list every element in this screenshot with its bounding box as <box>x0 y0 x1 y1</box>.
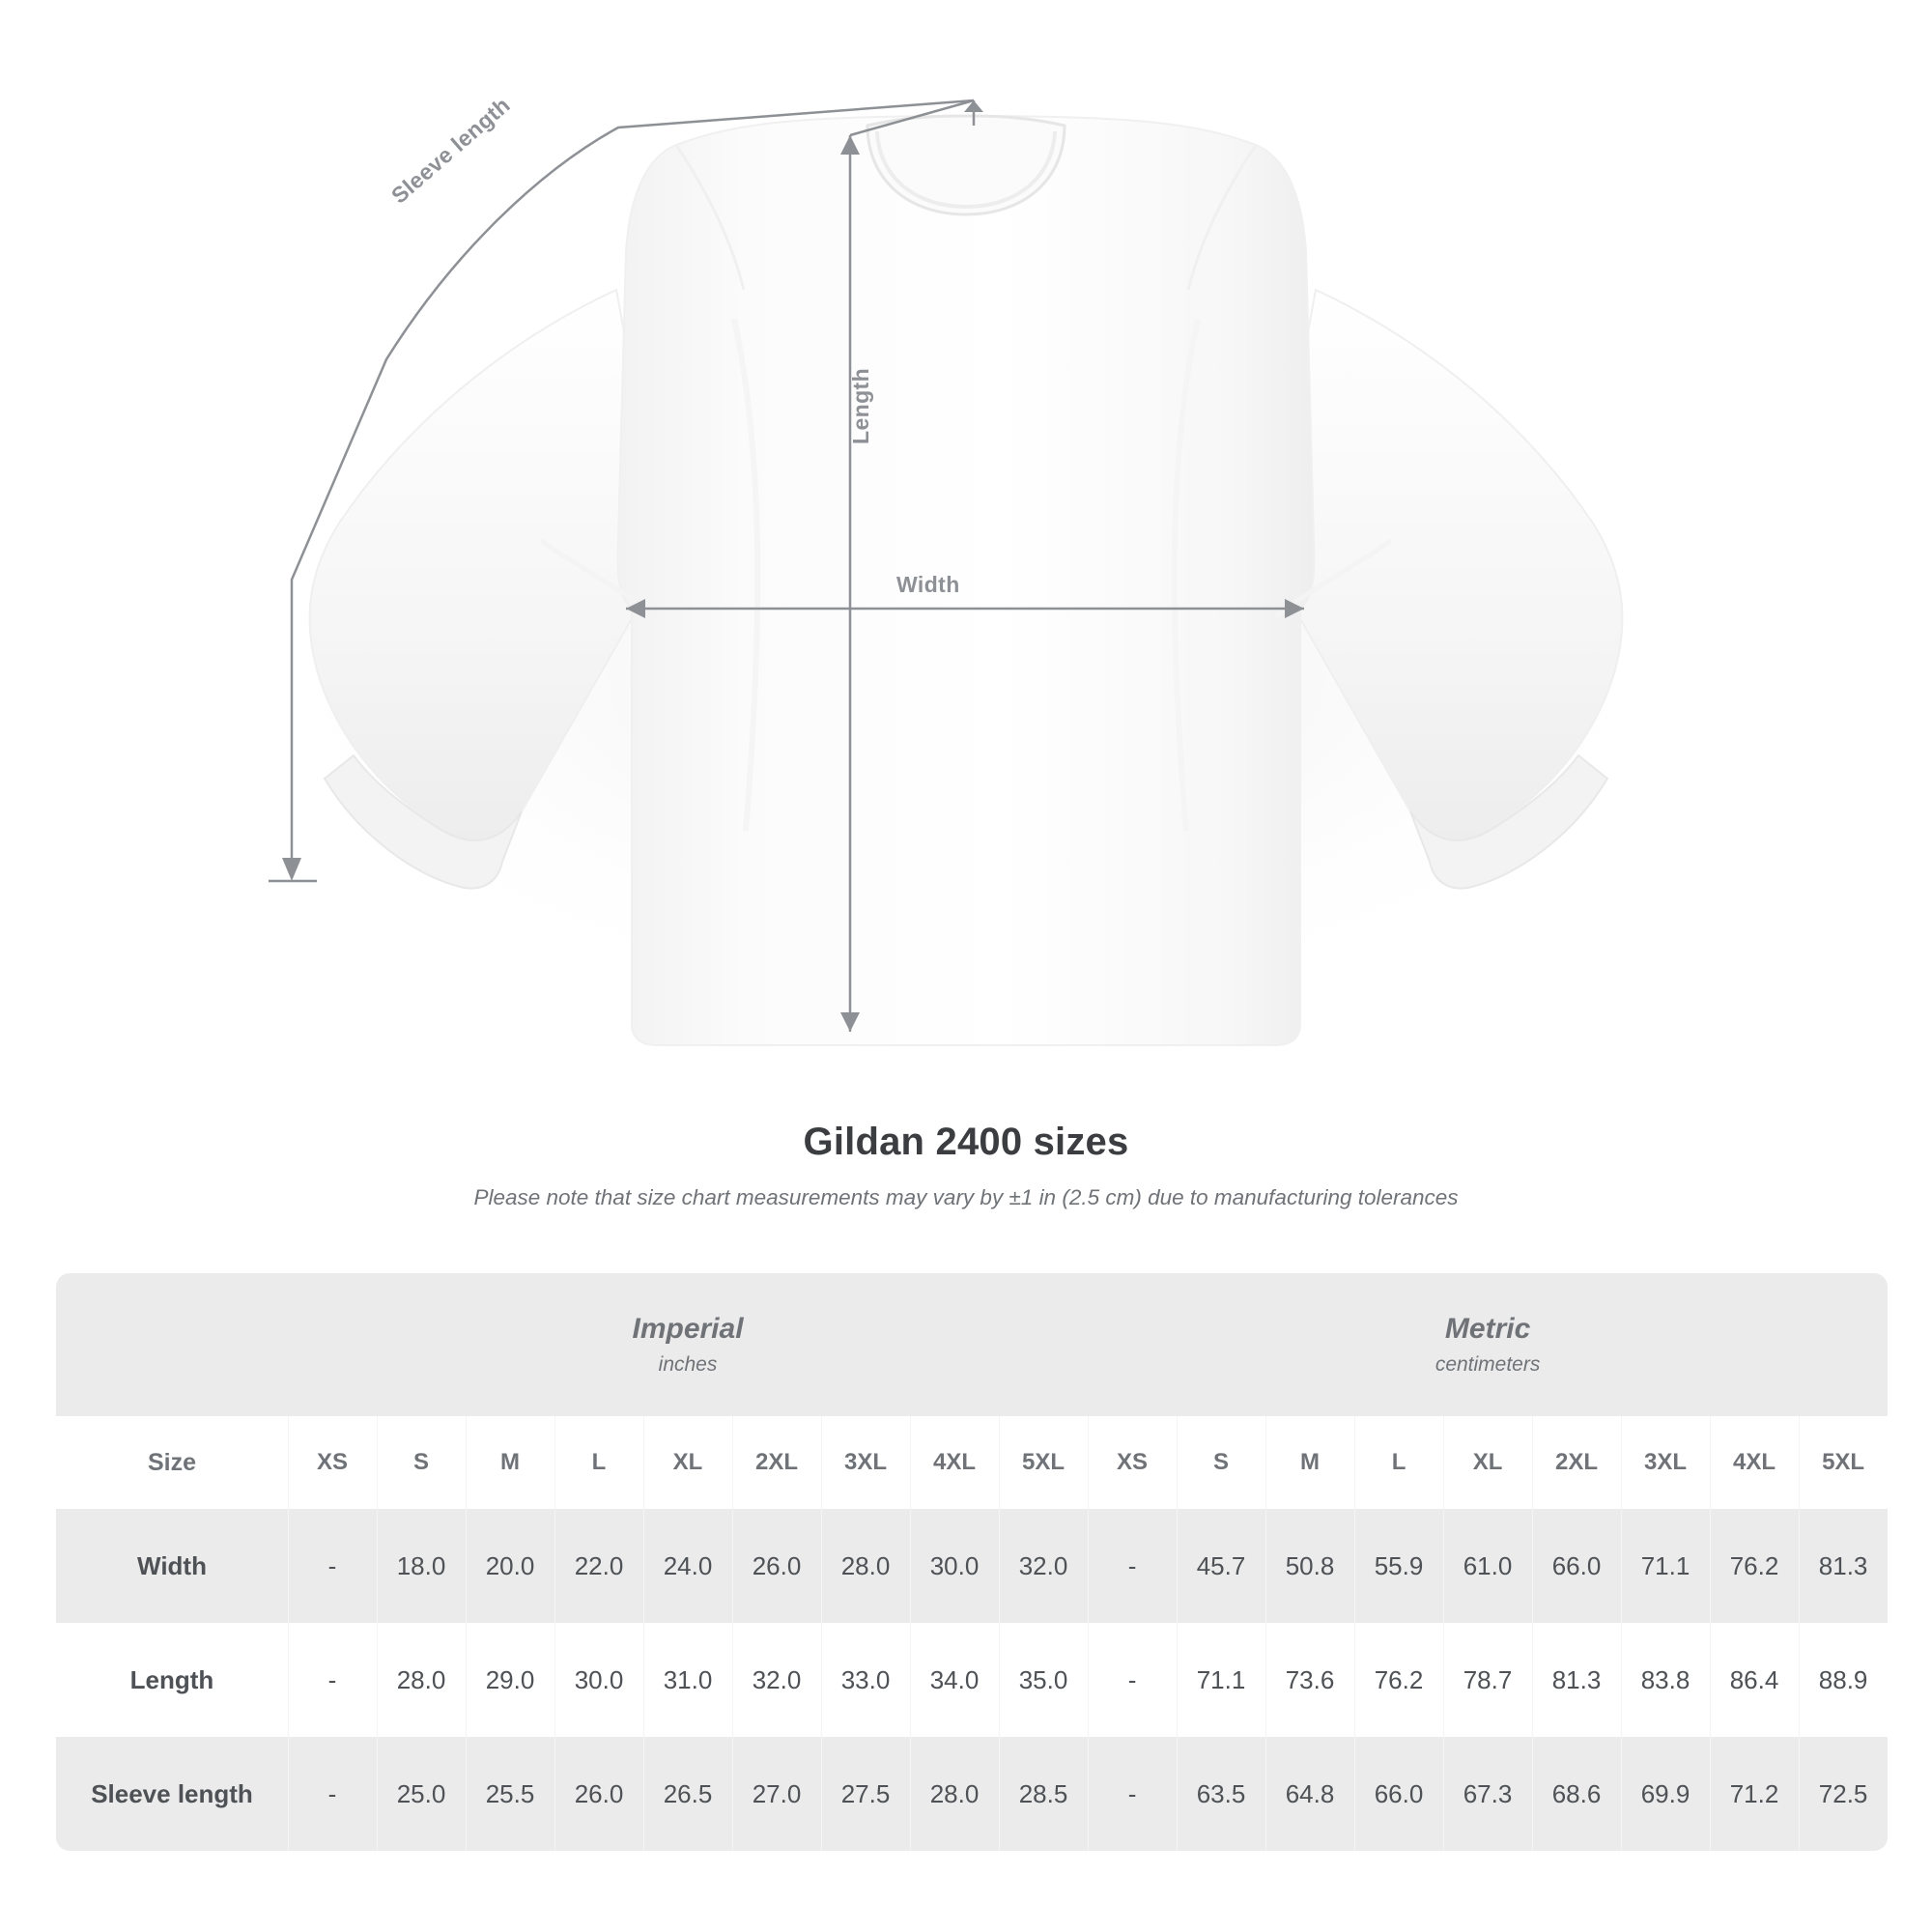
cell-length-metric-l: 76.2 <box>1354 1623 1443 1737</box>
unit-header-imperial <box>288 1273 1088 1416</box>
size-header-imperial-3xl: 3XL <box>821 1416 910 1509</box>
cell-width-metric-xl: 61.0 <box>1443 1509 1532 1623</box>
cell-width-imperial-3xl: 28.0 <box>821 1509 910 1623</box>
chart-heading <box>0 1121 1932 1210</box>
cell-width-metric-2xl: 66.0 <box>1532 1509 1621 1623</box>
cell-sleeve-length-imperial-xl: 26.5 <box>643 1737 732 1851</box>
row-label-sleeve-length: Sleeve length <box>56 1737 288 1851</box>
cell-width-metric-4xl: 76.2 <box>1710 1509 1799 1623</box>
cell-length-imperial-l: 30.0 <box>554 1623 643 1737</box>
sleeve-length-dimension-label: Sleeve length <box>386 92 515 209</box>
cell-sleeve-length-imperial-4xl: 28.0 <box>910 1737 999 1851</box>
cell-width-imperial-m: 20.0 <box>466 1509 554 1623</box>
cell-sleeve-length-imperial-5xl: 28.5 <box>999 1737 1088 1851</box>
tolerance-note: Please note that size chart measurements may vary by ±1 in (2.5 cm) due to manufacturing tolerances <box>473 1185 1459 1209</box>
unit-banner-row <box>56 1273 1888 1416</box>
size-header-imperial-m: M <box>466 1416 554 1509</box>
cell-sleeve-length-metric-s: 63.5 <box>1177 1737 1265 1851</box>
size-header-imperial-4xl: 4XL <box>910 1416 999 1509</box>
cell-width-imperial-l: 22.0 <box>554 1509 643 1623</box>
cell-sleeve-length-metric-xs: - <box>1088 1737 1177 1851</box>
table-row <box>56 1509 1888 1623</box>
size-header-imperial-5xl: 5XL <box>999 1416 1088 1509</box>
row-label-length: Length <box>56 1623 288 1737</box>
cell-width-imperial-xs: - <box>288 1509 377 1623</box>
size-header-imperial-xl: XL <box>643 1416 732 1509</box>
unit-subtitle: centimeters <box>1435 1353 1541 1376</box>
size-header-metric-2xl: 2XL <box>1532 1416 1621 1509</box>
size-header-metric-xs: XS <box>1088 1416 1177 1509</box>
cell-sleeve-length-metric-5xl: 72.5 <box>1799 1737 1888 1851</box>
cell-width-imperial-4xl: 30.0 <box>910 1509 999 1623</box>
cell-width-imperial-s: 18.0 <box>377 1509 466 1623</box>
size-header-label: Size <box>56 1416 288 1509</box>
cell-sleeve-length-imperial-xs: - <box>288 1737 377 1851</box>
cell-sleeve-length-metric-l: 66.0 <box>1354 1737 1443 1851</box>
cell-width-metric-m: 50.8 <box>1265 1509 1354 1623</box>
cell-length-metric-m: 73.6 <box>1265 1623 1354 1737</box>
cell-length-imperial-5xl: 35.0 <box>999 1623 1088 1737</box>
length-dimension-label: Length <box>848 367 873 444</box>
cell-sleeve-length-metric-xl: 67.3 <box>1443 1737 1532 1851</box>
unit-subtitle: inches <box>658 1353 718 1376</box>
size-header-metric-xl: XL <box>1443 1416 1532 1509</box>
size-header-imperial-2xl: 2XL <box>732 1416 821 1509</box>
cell-width-metric-s: 45.7 <box>1177 1509 1265 1623</box>
cell-length-metric-2xl: 81.3 <box>1532 1623 1621 1737</box>
cell-length-imperial-2xl: 32.0 <box>732 1623 821 1737</box>
unit-name: Imperial <box>632 1313 744 1345</box>
cell-length-metric-5xl: 88.9 <box>1799 1623 1888 1737</box>
size-header-metric-m: M <box>1265 1416 1354 1509</box>
cell-length-imperial-xl: 31.0 <box>643 1623 732 1737</box>
cell-width-metric-5xl: 81.3 <box>1799 1509 1888 1623</box>
size-table <box>56 1273 1888 1851</box>
cell-width-metric-xs: - <box>1088 1509 1177 1623</box>
table-row <box>56 1623 1888 1737</box>
size-table-wrap <box>56 1273 1876 1851</box>
page-title: Gildan 2400 sizes <box>803 1121 1129 1163</box>
size-header-metric-5xl: 5XL <box>1799 1416 1888 1509</box>
size-header-metric-s: S <box>1177 1416 1265 1509</box>
unit-header-metric <box>1088 1273 1888 1416</box>
cell-length-metric-4xl: 86.4 <box>1710 1623 1799 1737</box>
size-header-metric-3xl: 3XL <box>1621 1416 1710 1509</box>
width-dimension-label: Width <box>896 572 960 597</box>
cell-length-metric-s: 71.1 <box>1177 1623 1265 1737</box>
cell-width-imperial-2xl: 26.0 <box>732 1509 821 1623</box>
cell-length-imperial-s: 28.0 <box>377 1623 466 1737</box>
cell-length-imperial-m: 29.0 <box>466 1623 554 1737</box>
cell-length-metric-xl: 78.7 <box>1443 1623 1532 1737</box>
unit-name: Metric <box>1444 1313 1531 1345</box>
size-header-row <box>56 1416 1888 1509</box>
cell-sleeve-length-imperial-3xl: 27.5 <box>821 1737 910 1851</box>
cell-sleeve-length-metric-4xl: 71.2 <box>1710 1737 1799 1851</box>
cell-length-metric-xs: - <box>1088 1623 1177 1737</box>
size-header-imperial-l: L <box>554 1416 643 1509</box>
cell-width-imperial-xl: 24.0 <box>643 1509 732 1623</box>
unit-banner-spacer <box>56 1273 288 1416</box>
cell-width-metric-3xl: 71.1 <box>1621 1509 1710 1623</box>
size-header-imperial-s: S <box>377 1416 466 1509</box>
cell-length-imperial-xs: - <box>288 1623 377 1737</box>
cell-sleeve-length-metric-2xl: 68.6 <box>1532 1737 1621 1851</box>
cell-length-metric-3xl: 83.8 <box>1621 1623 1710 1737</box>
cell-sleeve-length-metric-3xl: 69.9 <box>1621 1737 1710 1851</box>
cell-sleeve-length-imperial-s: 25.0 <box>377 1737 466 1851</box>
cell-length-imperial-4xl: 34.0 <box>910 1623 999 1737</box>
row-label-width: Width <box>56 1509 288 1623</box>
cell-length-imperial-3xl: 33.0 <box>821 1623 910 1737</box>
cell-sleeve-length-metric-m: 64.8 <box>1265 1737 1354 1851</box>
cell-sleeve-length-imperial-l: 26.0 <box>554 1737 643 1851</box>
table-row <box>56 1737 1888 1851</box>
cell-sleeve-length-imperial-2xl: 27.0 <box>732 1737 821 1851</box>
cell-sleeve-length-imperial-m: 25.5 <box>466 1737 554 1851</box>
size-header-metric-4xl: 4XL <box>1710 1416 1799 1509</box>
size-header-metric-l: L <box>1354 1416 1443 1509</box>
size-header-imperial-xs: XS <box>288 1416 377 1509</box>
cell-width-imperial-5xl: 32.0 <box>999 1509 1088 1623</box>
cell-width-metric-l: 55.9 <box>1354 1509 1443 1623</box>
